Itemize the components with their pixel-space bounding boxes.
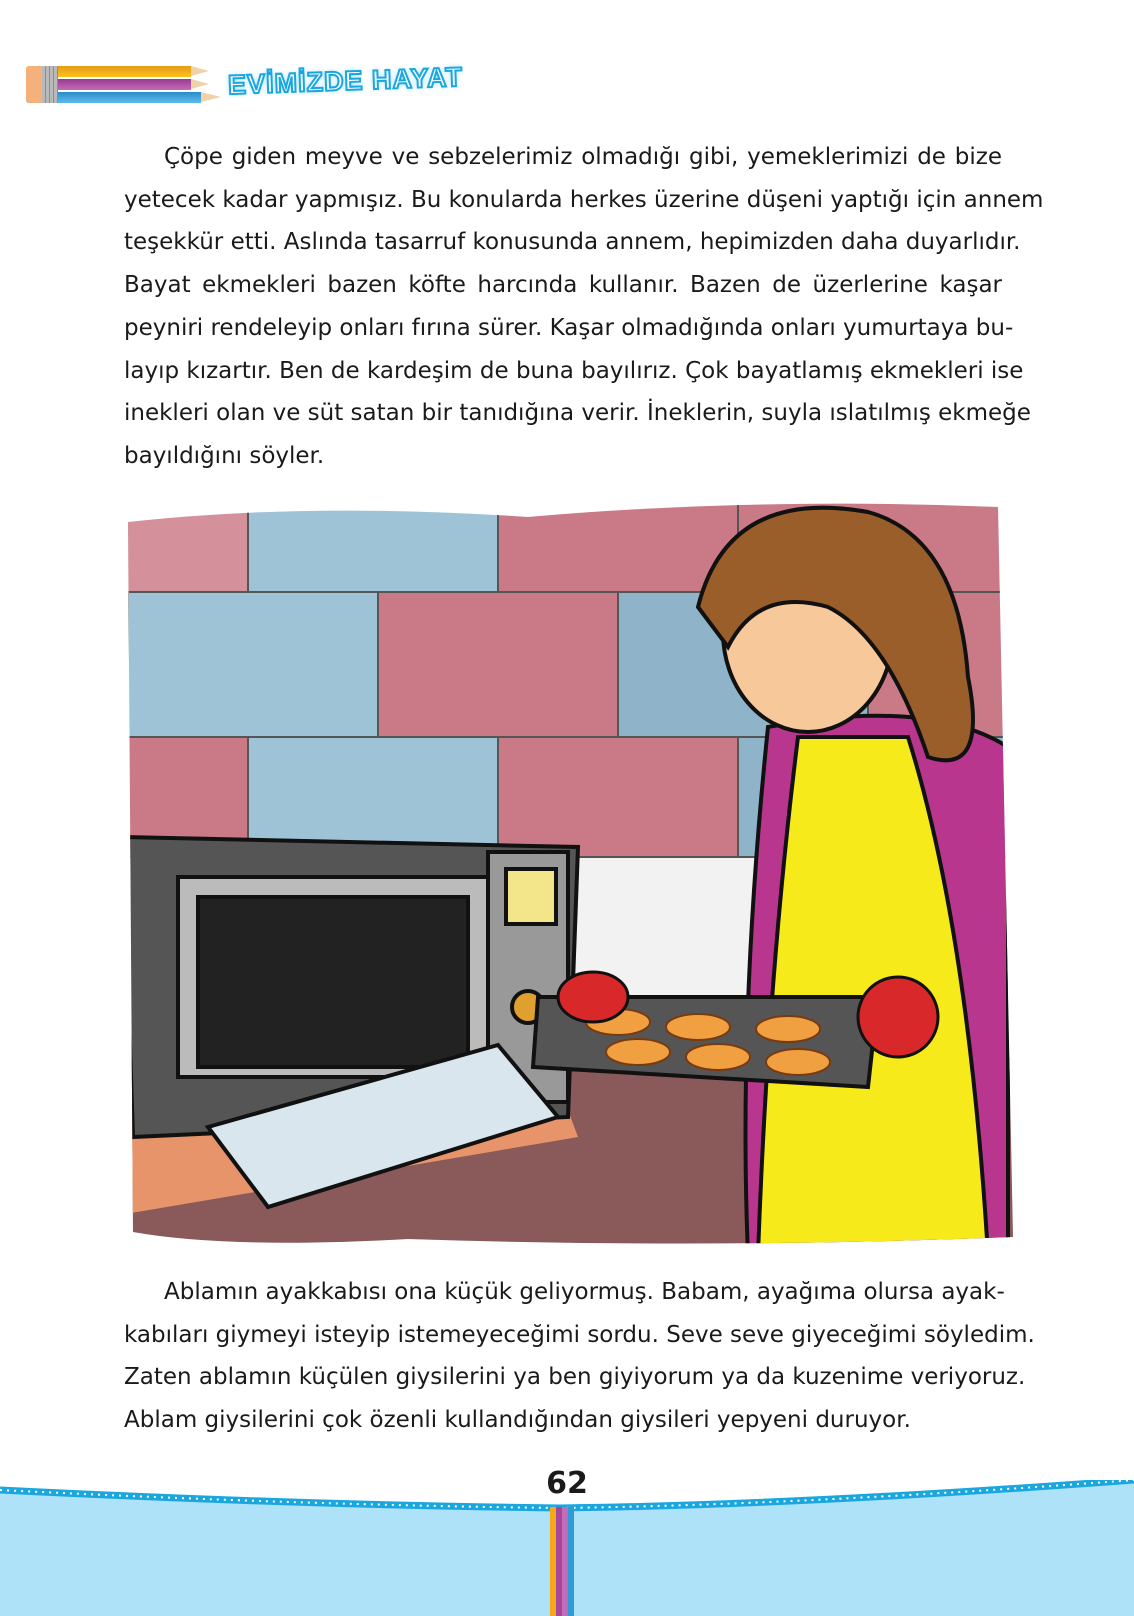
text-line: Ablam giysilerini çok özenli kullandığından giysileri yepyeni duruyor.: [124, 1407, 911, 1434]
page-header: [26, 64, 216, 104]
text-line: bayıldığını söyler.: [124, 442, 325, 469]
paragraph-1: [124, 136, 1044, 478]
text-line: peyniri rendeleyip onları fırına sürer. Kaşar olmadığında onları yumurtaya bu-: [124, 314, 1014, 341]
text-line: Çöpe giden meyve ve sebzelerimiz olmadığı gibi, yemeklerimizi de bize: [164, 144, 1002, 170]
paragraph-2: [124, 1271, 1035, 1442]
text-line: teşekkür etti. Aslında tasarruf konusunda annem, hepimizden daha duyarlıdır.: [124, 229, 1021, 256]
kitchen-oven-illustration: [108, 497, 1020, 1255]
series-title: EVİMİZDE HAYAT: [227, 61, 464, 101]
pencils-icon: [26, 64, 216, 104]
page-number: 62: [546, 1466, 588, 1501]
text-line: kabıları giymeyi isteyip istemeyeceğimi sordu. Seve seve giyeceğimi söyledim.: [124, 1321, 1035, 1348]
text-line: Ablamın ayakkabısı ona küçük geliyormuş. Babam, ayağıma olursa ayak-: [164, 1279, 1005, 1305]
text-line: inekleri olan ve süt satan bir tanıdığına verir. İneklerin, suyla ıslatılmış ekmeğe: [124, 400, 1031, 427]
text-line: Zaten ablamın küçülen giysilerini ya ben giyiyorum ya da kuzenime veriyoruz.: [124, 1364, 1026, 1391]
text-line: yetecek kadar yapmışız. Bu konularda herkes üzerine düşeni yaptığı için annem: [124, 186, 1044, 213]
text-line: Bayat ekmekleri bazen köfte harcında kullanır. Bazen de üzerlerine kaşar: [124, 272, 1002, 299]
text-line: layıp kızartır. Ben de kardeşim de buna bayılırız. Çok bayatlamış ekmekleri ise: [124, 357, 1024, 384]
